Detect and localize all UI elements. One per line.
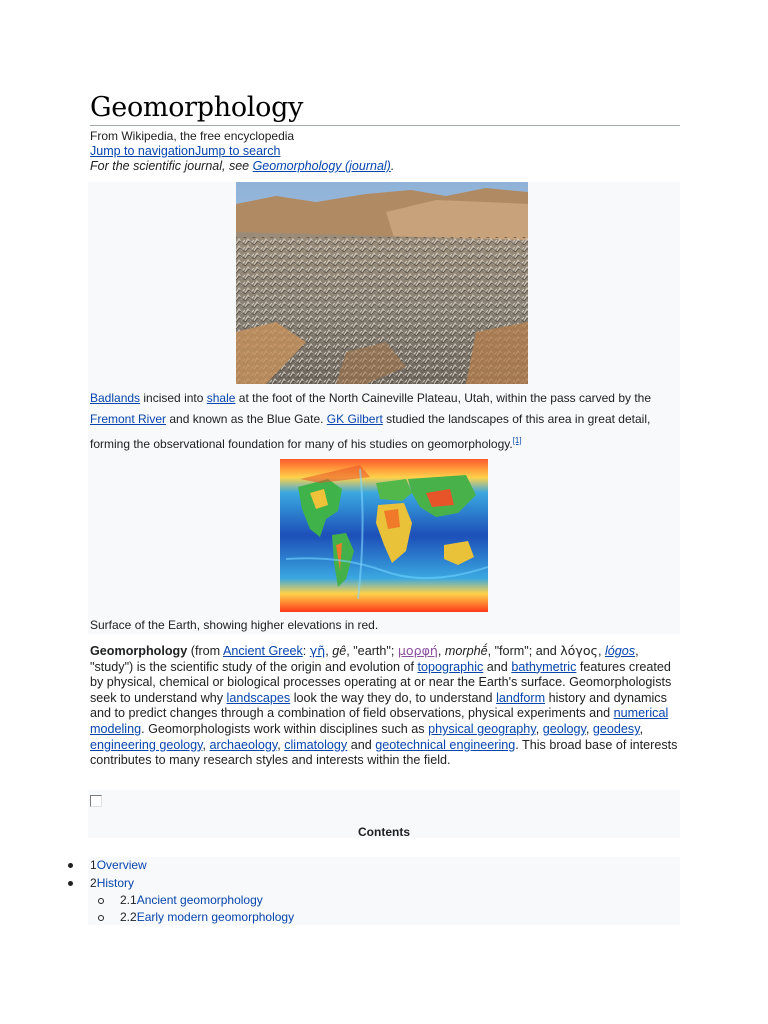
landform-link[interactable]: landform [496, 690, 546, 705]
toc-link-ancient-geomorphology[interactable]: Ancient geomorphology [136, 893, 263, 907]
morphe-transliteration: morphḗ [444, 644, 488, 658]
intro-text: . This broad base of interests contributes to many research styles and interests within the field. [90, 737, 678, 768]
toc-title: Contents [358, 825, 410, 839]
caption-text: studied the landscapes of this area in great detail, forming the observational foundation for many of his studies on geomorphology. [90, 412, 651, 451]
toc-number: 1 [90, 858, 97, 872]
toc-link-history[interactable]: History [96, 876, 135, 890]
hatnote [90, 159, 394, 173]
toc-item-overview[interactable] [90, 857, 147, 874]
landscapes-link[interactable]: landscapes [226, 690, 291, 705]
toc-bullet [68, 863, 73, 868]
caption-text: at the foot of the North Caineville Plateau, Utah, within the pass carved by the [235, 391, 652, 405]
toc-item-early-modern-geomorphology[interactable] [120, 909, 294, 926]
bathymetric-link[interactable]: bathymetric [511, 659, 577, 674]
intro-text: , [639, 721, 644, 736]
intro-text: , [325, 644, 333, 658]
numerical-modeling-link[interactable]: numerical modeling [90, 706, 669, 736]
intro-text: look the way they do, to understand [290, 690, 497, 705]
page-title: Geomorphology [90, 92, 304, 123]
jump-to-navigation-link[interactable]: Jump to navigation [90, 144, 195, 158]
shale-link[interactable]: shale [206, 391, 236, 405]
title-divider [90, 125, 680, 126]
intro-text: and [483, 659, 512, 674]
hatnote-journal-link[interactable]: Geomorphology (journal) [252, 159, 391, 173]
greek-logos: λόγος [560, 643, 598, 658]
engineering-geology-link[interactable]: engineering geology [90, 737, 203, 752]
intro-paragraph [90, 643, 680, 769]
geotechnical-engineering-link[interactable]: geotechnical engineering [375, 737, 516, 752]
geology-link[interactable]: geology [542, 721, 586, 736]
toc-link-overview[interactable]: Overview [96, 858, 147, 872]
figure2-caption: Surface of the Earth, showing higher elevations in red. [90, 618, 379, 632]
gk-gilbert-link[interactable]: GK Gilbert [326, 412, 383, 426]
hatnote-text: For the scientific journal, see [90, 159, 253, 173]
ancient-greek-link[interactable]: Ancient Greek [222, 644, 303, 658]
physical-geography-link[interactable]: physical geography [428, 721, 536, 736]
intro-text: , [277, 737, 285, 752]
ge-transliteration: gê [332, 644, 347, 658]
toc-item-history[interactable] [90, 875, 134, 892]
caption-text: incised into [140, 391, 207, 405]
intro-text: , [437, 644, 445, 658]
jump-to-search-link[interactable]: Jump to search [194, 144, 281, 158]
toc-number: 2 [90, 876, 97, 890]
archaeology-link[interactable]: archaeology [209, 737, 278, 752]
caption-text: and known as the Blue Gate. [166, 412, 327, 426]
figure-panel [88, 182, 680, 634]
greek-ge-link[interactable]: γῆ [309, 643, 326, 658]
fremont-river-link[interactable]: Fremont River [90, 412, 167, 426]
toc-number: 2.2 [120, 910, 137, 924]
hatnote-period: . [390, 159, 395, 173]
toc-header [88, 790, 680, 838]
intro-text: history and dynamics and to predict changes through a combination of field observations, physical experiments and [90, 690, 667, 721]
earth-elevation-map[interactable] [280, 459, 488, 612]
toc-link-early-modern-geomorphology[interactable]: Early modern geomorphology [136, 910, 295, 924]
reference-1-link[interactable]: [1] [512, 436, 522, 445]
intro-text: . Geomorphologists work within disciplines such as [141, 721, 429, 736]
toc-sub-bullet [98, 915, 104, 921]
toc-item-ancient-geomorphology[interactable] [120, 892, 263, 909]
intro-text: : [302, 644, 310, 658]
badlands-photo[interactable] [236, 182, 528, 384]
geodesy-link[interactable]: geodesy [592, 721, 640, 736]
toc-sub-bullet [98, 898, 104, 904]
toc-toggle-checkbox[interactable] [90, 795, 102, 807]
intro-text: , [535, 721, 543, 736]
logos-link[interactable]: lógos [604, 644, 636, 658]
intro-text: , "study") is the scientific study of the origin and evolution of [90, 644, 639, 674]
intro-text: , [585, 721, 593, 736]
intro-text: , "form"; and [487, 644, 561, 658]
intro-text: and [347, 737, 376, 752]
climatology-link[interactable]: climatology [284, 737, 348, 752]
badlands-link[interactable]: Badlands [90, 391, 141, 405]
toc-list [88, 857, 680, 925]
intro-text: features created by physical, chemical or biological processes operating at or near the Earth's surface. Geomorphologists seek to understand why [90, 659, 672, 705]
toc-number: 2.1 [120, 893, 137, 907]
jump-links [90, 144, 280, 158]
intro-text: , "earth"; [346, 644, 398, 658]
topographic-link[interactable]: topographic [417, 659, 484, 674]
article-term: Geomorphology [90, 644, 188, 658]
greek-morphe-link[interactable]: μορφή [397, 643, 438, 658]
site-tagline: From Wikipedia, the free encyclopedia [90, 129, 295, 143]
intro-text: , [202, 737, 210, 752]
intro-text: (from [187, 644, 223, 658]
intro-text: , [597, 644, 605, 658]
figure1-caption [90, 388, 672, 455]
toc-bullet [68, 881, 73, 886]
